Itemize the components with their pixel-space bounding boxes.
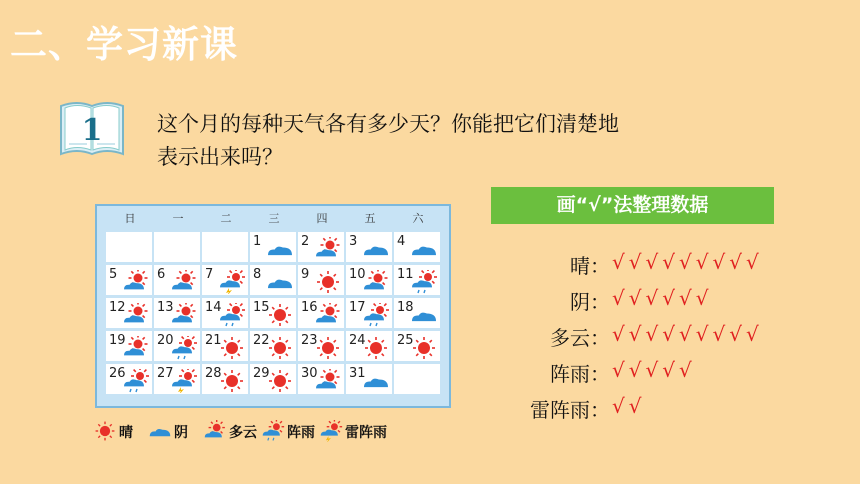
calendar-day-cell bbox=[346, 364, 392, 394]
calendar-day-cell bbox=[250, 265, 296, 295]
calendar-day-cell bbox=[298, 364, 344, 394]
day-number: 16 bbox=[301, 300, 318, 315]
calendar-day-cell bbox=[346, 331, 392, 361]
day-number: 25 bbox=[397, 333, 414, 348]
tally-row bbox=[500, 250, 820, 280]
sunny-icon bbox=[314, 270, 342, 294]
calendar-day-cell bbox=[298, 298, 344, 328]
day-number: 4 bbox=[397, 234, 406, 249]
legend-label: 阴 bbox=[174, 425, 188, 441]
sunny-icon bbox=[314, 336, 342, 360]
question-line-2: 表示出来吗？ bbox=[157, 145, 283, 169]
day-number: 9 bbox=[301, 267, 310, 282]
weekday-label: 三 bbox=[268, 212, 280, 225]
day-number: 26 bbox=[109, 366, 126, 381]
overcast-icon bbox=[314, 369, 342, 393]
calendar-day-cell bbox=[106, 265, 152, 295]
calendar-day-cell bbox=[394, 298, 440, 328]
tally-label: 阵雨： bbox=[550, 362, 610, 386]
day-number: 13 bbox=[157, 300, 174, 315]
calendar-day-cell bbox=[250, 331, 296, 361]
weekday-label: 二 bbox=[220, 212, 232, 225]
day-number: 28 bbox=[205, 366, 222, 381]
day-number: 3 bbox=[349, 234, 358, 249]
calendar-day-cell bbox=[394, 265, 440, 295]
sunny-icon bbox=[266, 369, 294, 393]
calendar-day-cell bbox=[250, 232, 296, 262]
day-number: 29 bbox=[253, 366, 270, 381]
page-title: 二、学习新课 bbox=[10, 23, 238, 66]
day-number: 30 bbox=[301, 366, 318, 381]
calendar-day-cell bbox=[106, 331, 152, 361]
overcast-icon bbox=[362, 270, 390, 294]
day-number: 7 bbox=[205, 267, 214, 282]
calendar-day-cell bbox=[154, 331, 200, 361]
tally-row bbox=[500, 322, 820, 352]
cloudy-icon bbox=[410, 303, 438, 327]
sunny-icon bbox=[266, 303, 294, 327]
day-number: 11 bbox=[397, 267, 414, 282]
question-line-1: 这个月的每种天气各有多少天？你能把它们清楚地 bbox=[157, 112, 619, 136]
problem-number: 1 bbox=[81, 113, 103, 148]
cloudy-icon bbox=[148, 420, 172, 442]
calendar-day-cell bbox=[154, 232, 200, 262]
calendar-day-cell bbox=[106, 298, 152, 328]
calendar-day-cell bbox=[298, 331, 344, 361]
shower-icon bbox=[218, 303, 246, 327]
shower-icon bbox=[362, 303, 390, 327]
tally-marks: √√√√√√ bbox=[612, 286, 713, 310]
day-number: 2 bbox=[301, 234, 310, 249]
tally-label: 晴： bbox=[570, 254, 610, 278]
calendar-day-cell bbox=[346, 298, 392, 328]
weather-calendar bbox=[95, 204, 451, 408]
tally-label: 阴： bbox=[570, 290, 610, 314]
day-number: 8 bbox=[253, 267, 262, 282]
calendar-day-cell bbox=[202, 232, 248, 262]
tally-row bbox=[500, 358, 820, 388]
sunny-icon bbox=[93, 420, 117, 442]
day-number: 23 bbox=[301, 333, 318, 348]
legend-label: 雷阵雨 bbox=[345, 425, 387, 441]
overcast-icon bbox=[314, 303, 342, 327]
method-badge: 画“√”法整理数据 bbox=[491, 187, 774, 224]
calendar-day-cell bbox=[394, 331, 440, 361]
day-number: 5 bbox=[109, 267, 118, 282]
day-number: 14 bbox=[205, 300, 222, 315]
day-number: 20 bbox=[157, 333, 174, 348]
day-number: 6 bbox=[157, 267, 166, 282]
calendar-weekday-header bbox=[97, 210, 449, 230]
sunny-icon bbox=[410, 336, 438, 360]
cloudy-icon bbox=[362, 369, 390, 393]
tally-marks: √√ bbox=[612, 394, 646, 418]
sunny-icon bbox=[218, 336, 246, 360]
legend-label: 多云 bbox=[229, 425, 257, 441]
calendar-day-cell bbox=[298, 232, 344, 262]
calendar-day-cell bbox=[346, 265, 392, 295]
day-number: 27 bbox=[157, 366, 174, 381]
calendar-day-cell bbox=[394, 364, 440, 394]
calendar-day-cell bbox=[202, 364, 248, 394]
calendar-day-cell bbox=[154, 265, 200, 295]
tally-label: 雷阵雨： bbox=[530, 398, 610, 422]
calendar-day-cell bbox=[346, 232, 392, 262]
thunder-icon bbox=[218, 270, 246, 294]
tally-marks: √√√√√ bbox=[612, 358, 696, 382]
day-number: 22 bbox=[253, 333, 270, 348]
calendar-day-cell bbox=[106, 364, 152, 394]
calendar-day-cell bbox=[202, 331, 248, 361]
day-number: 19 bbox=[109, 333, 126, 348]
weekday-label: 六 bbox=[412, 212, 424, 225]
legend-label: 阵雨 bbox=[287, 425, 315, 441]
calendar-day-cell bbox=[202, 265, 248, 295]
sunny-icon bbox=[218, 369, 246, 393]
calendar-day-cell bbox=[250, 364, 296, 394]
day-number: 24 bbox=[349, 333, 366, 348]
calendar-day-cell bbox=[202, 298, 248, 328]
tally-label: 多云： bbox=[550, 326, 610, 350]
tally-marks: √√√√√√√√√ bbox=[612, 250, 763, 274]
day-number: 15 bbox=[253, 300, 270, 315]
overcast-icon bbox=[122, 303, 150, 327]
sunny-icon bbox=[266, 336, 294, 360]
book-number-icon bbox=[57, 100, 127, 158]
shower-icon bbox=[122, 369, 150, 393]
calendar-day-cell bbox=[298, 265, 344, 295]
calendar-day-cell bbox=[154, 364, 200, 394]
calendar-day-cell bbox=[394, 232, 440, 262]
overcast-icon bbox=[314, 237, 342, 261]
day-number: 17 bbox=[349, 300, 366, 315]
weather-legend bbox=[93, 420, 393, 444]
question-text bbox=[157, 108, 757, 174]
day-number: 31 bbox=[349, 366, 366, 381]
weekday-label: 一 bbox=[172, 212, 184, 225]
shower-icon bbox=[170, 336, 198, 360]
shower-icon bbox=[261, 420, 285, 442]
cloudy-icon bbox=[266, 270, 294, 294]
thunder-icon bbox=[319, 420, 343, 442]
calendar-day-cell bbox=[106, 232, 152, 262]
day-number: 12 bbox=[109, 300, 126, 315]
legend-label: 晴 bbox=[119, 425, 133, 441]
overcast-icon bbox=[122, 270, 150, 294]
tally-row bbox=[500, 286, 820, 316]
overcast-icon bbox=[170, 303, 198, 327]
calendar-day-cell bbox=[250, 298, 296, 328]
weekday-label: 日 bbox=[124, 212, 136, 225]
overcast-icon bbox=[203, 420, 227, 442]
cloudy-icon bbox=[410, 237, 438, 261]
day-number: 10 bbox=[349, 267, 366, 282]
shower-icon bbox=[410, 270, 438, 294]
overcast-icon bbox=[122, 336, 150, 360]
cloudy-icon bbox=[362, 237, 390, 261]
sunny-icon bbox=[362, 336, 390, 360]
day-number: 21 bbox=[205, 333, 222, 348]
thunder-icon bbox=[170, 369, 198, 393]
day-number: 18 bbox=[397, 300, 414, 315]
tally-row bbox=[500, 394, 820, 424]
cloudy-icon bbox=[266, 237, 294, 261]
overcast-icon bbox=[170, 270, 198, 294]
calendar-day-cell bbox=[154, 298, 200, 328]
tally-marks: √√√√√√√√√ bbox=[612, 322, 763, 346]
weekday-label: 五 bbox=[364, 212, 376, 225]
weekday-label: 四 bbox=[316, 212, 328, 225]
day-number: 1 bbox=[253, 234, 262, 249]
